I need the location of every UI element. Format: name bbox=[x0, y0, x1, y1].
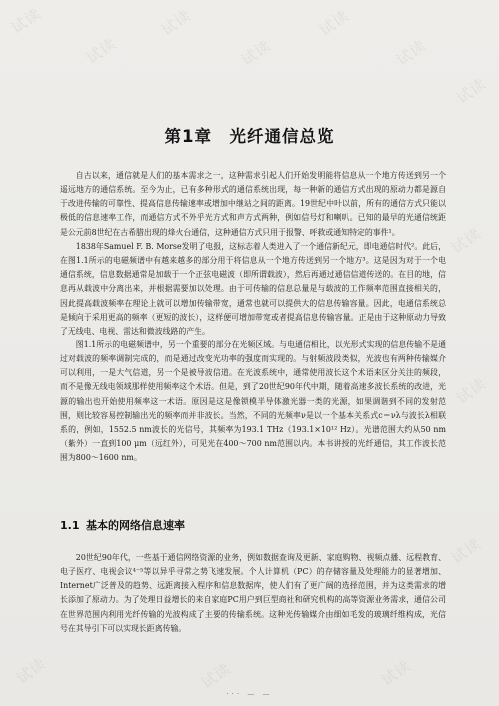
watermark: 试读 bbox=[13, 654, 50, 688]
paragraph-telegraph bbox=[60, 240, 446, 339]
paragraph-text: 20世纪90年代，一些基于通信网络资源的业务，例如数据查询及更新、家庭购物、视频点播、远程教育、电子医疗、电视会议⁴⁻⁵等以异乎寻常之势飞速发展。个人计算机（PC）的存储容量及处理能力的显著增加、Internet广泛普及的趋势、远距离接入程序和信息数据库，使人们有了更广阔的选择范围，并为这类需求的增长添加了原动力。为了处理日益增长的来自家庭PC用户到巨型商社和研究机构的高等资源业务需求，通信公司在世界范围内利用光纤传输的光波构成了主要的传输系统。这种光传输媒介由细如毛发的玻璃纤维构成，光信号在其导引下可以实现长距离传输。 bbox=[60, 553, 446, 633]
paragraph-text: 1838年Samuel F. B. Morse发明了电报，这标志着人类进入了一个通信新纪元，即电通信时代²。此后，在图1.1所示的电磁频谱中有越来越多的部分用于将信息从一个地方传送到另一个地方³。这是因为对于一个电通信系统，信息数据通常是加载于一个正弦电磁波（即所谓载波），然后再通过通信信道传送的。在目的地，信息再从载波中分离出来，并根据需要加以处理。由于可传输的信息总量是与载波的工作频率范围直接相关的，因此提高载波频率在理论上就可以增加传输带宽，通常也就可以提供大的信息传输容量。因此，电通信系统总是倾向于采用更高的频率（更短的波长），这样便可增加带宽或者提高信息传输容量。正是由于这种原动力导致了无线电、电视、雷达和微波线路的产生。 bbox=[60, 242, 446, 336]
watermark: 试读 bbox=[453, 74, 490, 108]
watermark: 试读 bbox=[8, 4, 45, 38]
watermark: 试读 bbox=[393, 36, 430, 70]
watermark: 试读 bbox=[198, 659, 235, 693]
section-title: 基本的网络信息速率 bbox=[86, 519, 185, 532]
section-heading bbox=[60, 517, 185, 533]
watermark: 试读 bbox=[316, 6, 353, 40]
paragraph-intro bbox=[60, 169, 446, 240]
watermark: 试读 bbox=[83, 34, 120, 68]
watermark: 试读 bbox=[448, 534, 485, 568]
section-number: 1.1 bbox=[60, 519, 80, 532]
watermark: 试读 bbox=[238, 36, 275, 70]
paragraph-text: 自古以来，通信就是人们的基本需求之一，这种需求引起人们开始发明能将信息从一个地方传送到另一个遥远地方的通信系统。至今为止，已有多种形式的通信系统出现，每一种新的通信方式出现的原动力都是源自于改进传输的可靠性、提高信息传输速率或增加中继站之间的距离。19世纪中叶以前，所有的通信方式只能以极低的信息速率工作，而通信方式不外乎光方式和声方式两种，例如信号灯和喇叭。已知的最早的光通信统距是公元前8世纪在古希腊出现的烽火台通信，这种通信方式只用于报警、呼救或通知特定的事件¹。 bbox=[60, 171, 446, 237]
paragraph-optical-spectrum bbox=[60, 338, 446, 465]
watermark: 试读 bbox=[158, 6, 195, 40]
page-footer: ··· — — bbox=[226, 690, 273, 698]
watermark: 试读 bbox=[448, 224, 485, 258]
paragraph-network-services bbox=[60, 551, 446, 636]
chapter-title: 第1章 光纤通信总览 bbox=[164, 127, 335, 146]
watermark: 试读 bbox=[453, 374, 490, 408]
paragraph-text: 图1.1所示的电磁频谱中，另一个重要的部分在光频区域。与电通信相比，以光形式实现的信息传输不是通过对载波的频率调制完成的，而是通过改变光功率的强度而实现的。与射频波段类似，光波也有两种传输媒介可以利用，一是大气信道，另一个是被导波信道。在光波系统中，通常使用波长这个术语来区分关注的频段，而不是像无线电领域那样使用频率这个术语。但是，到了20世纪90年代中期，随着高速多波长系统的改进，光源的输出也开始使用频率这一术语。原因是这是像锁模半导体激光器一类的光源，如果调谐到不同的发射范围，则比较容易控制输出光的频率而并非波长。当然，不同的光频率ν是以一个基本关系式c＝νλ与波长λ相联系的，例如，1552.5 nm波长的光信号，其频率为193.1 THz（193.1×10¹² Hz）。光谱范围大约从50 nm（紫外）一直到100 μm（远红外），可见光在400～700 nm范围以内。本书讲授的光纤通信，其工作波长范围为800～1600 nm。 bbox=[60, 340, 446, 463]
watermark: 试读 bbox=[378, 656, 415, 690]
